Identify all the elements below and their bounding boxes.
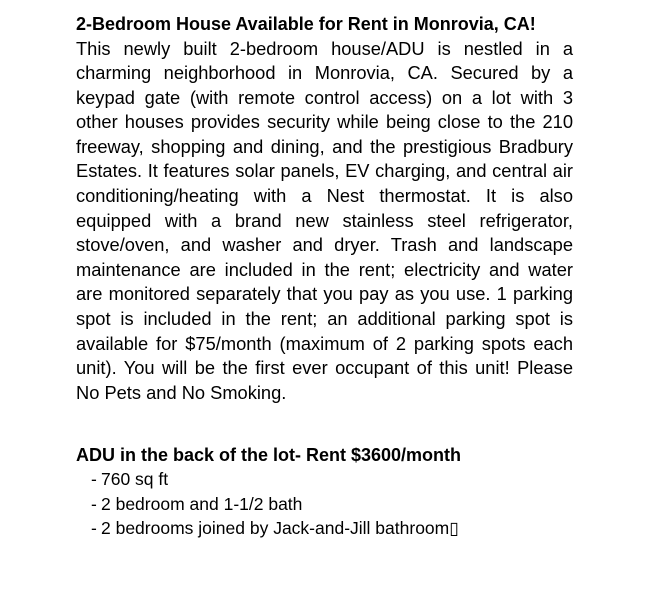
bullet-dash: - bbox=[91, 518, 97, 539]
listing-title: 2-Bedroom House Available for Rent in Monrovia, CA! bbox=[76, 14, 536, 34]
feature-list bbox=[76, 467, 576, 541]
feature-item bbox=[91, 516, 576, 541]
listing-description: This newly built 2-bedroom house/ADU is nestled in a charming neighborhood in Monrovia, CA. Secured by a keypad gate (with remote control access) on a lot with 3 other houses provides security while being close to the 210 freeway, shopping and dining, and the prestigious Bradbury Estates. It features solar panels, EV charging, and central air conditioning/heating with a Nest thermostat. It is also equipped with a brand new stainless steel refrigerator, stove/oven, and washer and dryer. Trash and landscape maintenance are included in the rent; electricity and water are monitored separately that you pay as you use. 1 parking spot is included in the rent; an additional parking spot is available for $75/month (maximum of 2 parking spots each unit). You will be the first ever occupant of this unit! Please No Pets and No Smoking. bbox=[76, 37, 573, 403]
bullet-dash: - bbox=[91, 493, 97, 514]
feature-text: 2 bedrooms joined by Jack-and-Jill bathroom▯ bbox=[101, 518, 459, 539]
feature-item bbox=[91, 492, 576, 517]
unit-heading: ADU in the back of the lot- Rent $3600/month bbox=[76, 445, 462, 466]
listing-document bbox=[76, 12, 576, 541]
bullet-dash: - bbox=[91, 469, 97, 490]
feature-text: 2 bedroom and 1-1/2 bath bbox=[101, 493, 303, 514]
feature-item bbox=[91, 467, 576, 492]
feature-text: 760 sq ft bbox=[101, 469, 169, 490]
